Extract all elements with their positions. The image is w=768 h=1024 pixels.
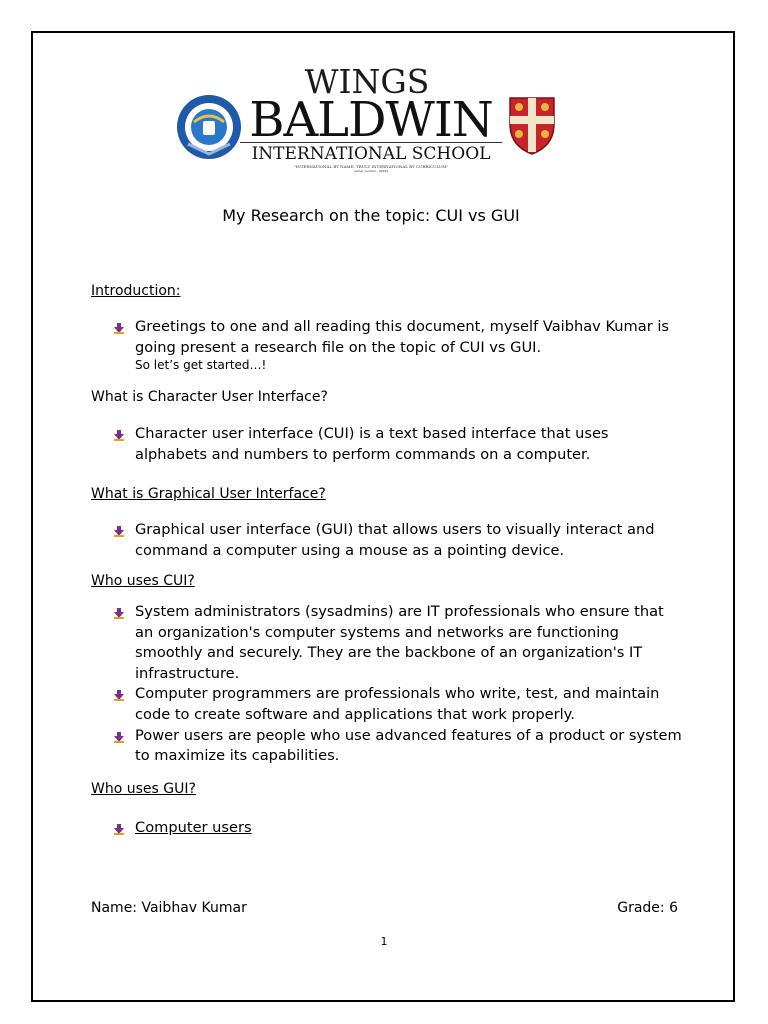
intro-bullet-list	[113, 317, 683, 372]
arrow-bullet-icon	[113, 731, 125, 743]
page-border	[31, 31, 735, 1002]
who-gui-bullet-list	[113, 818, 683, 839]
arrow-bullet-icon	[113, 689, 125, 701]
list-item	[113, 520, 683, 561]
list-item	[113, 317, 683, 372]
cui-bullet-text: Character user interface (CUI) is a text based interface that uses alphabets and numbers to perform commands on a computer.	[135, 425, 609, 463]
list-item	[113, 726, 683, 767]
footer-grade: Grade: 6	[617, 900, 678, 916]
school-crest-left-icon	[176, 92, 242, 162]
arrow-bullet-icon	[113, 429, 125, 441]
who-gui-heading: Who uses GUI?	[91, 781, 196, 797]
intro-bullet-text: Greetings to one and all reading this document, myself Vaibhav Kumar is going present a research file on the topic of CUI vs GUI.	[135, 318, 669, 356]
who-cui-heading: Who uses CUI?	[91, 573, 195, 589]
document-title: My Research on the topic: CUI vs GUI	[222, 206, 520, 225]
programmer-bullet-text: Computer programmers are professionals who write, test, and maintain code to create software and applications that work properly.	[135, 685, 660, 723]
gui-bullet-text: Graphical user interface (GUI) that allows users to visually interact and command a computer using a mouse as a pointing device.	[135, 521, 655, 559]
gui-heading: What is Graphical User Interface?	[91, 486, 326, 502]
logo-baldwin-text: BALDWIN	[249, 92, 493, 148]
logo-wings-text: WINGS	[304, 62, 430, 101]
list-item	[113, 602, 683, 684]
logo-school-text: INTERNATIONAL SCHOOL	[240, 142, 502, 164]
list-item	[113, 818, 683, 839]
sysadmin-bullet-text: System administrators (sysadmins) are IT professionals who ensure that an organization's computer systems and networks are functioning smoothly and securely. They are the backbone of an organization's IT infrastructure.	[135, 603, 664, 682]
cambridge-shield-icon	[506, 94, 558, 156]
power-user-bullet-text: Power users are people who use advanced features of a product or system to maximize its capabilities.	[135, 726, 682, 765]
logo-center-number: center number - IN299	[353, 169, 389, 173]
who-cui-bullet-list	[113, 602, 683, 767]
footer-student-name: Name: Vaibhav Kumar	[91, 900, 247, 916]
arrow-bullet-icon	[113, 823, 125, 835]
intro-heading: Introduction:	[91, 283, 181, 299]
cui-heading: What is Character User Interface?	[91, 389, 328, 405]
arrow-bullet-icon	[113, 525, 125, 537]
arrow-bullet-icon	[113, 607, 125, 619]
intro-started-text: So let’s get started…!	[135, 358, 267, 373]
arrow-bullet-icon	[113, 322, 125, 334]
list-item	[113, 684, 683, 725]
cui-bullet-list	[113, 424, 683, 465]
list-item	[113, 424, 683, 465]
page-number: 1	[380, 935, 388, 948]
gui-bullet-list	[113, 520, 683, 561]
logo-tagline: "INTERNATIONAL BY NAME, TRULY INTERNATIONAL BY CURRICULUM"	[293, 164, 449, 169]
school-logo	[176, 64, 558, 172]
computer-users-bullet-text: Computer users	[135, 819, 252, 836]
